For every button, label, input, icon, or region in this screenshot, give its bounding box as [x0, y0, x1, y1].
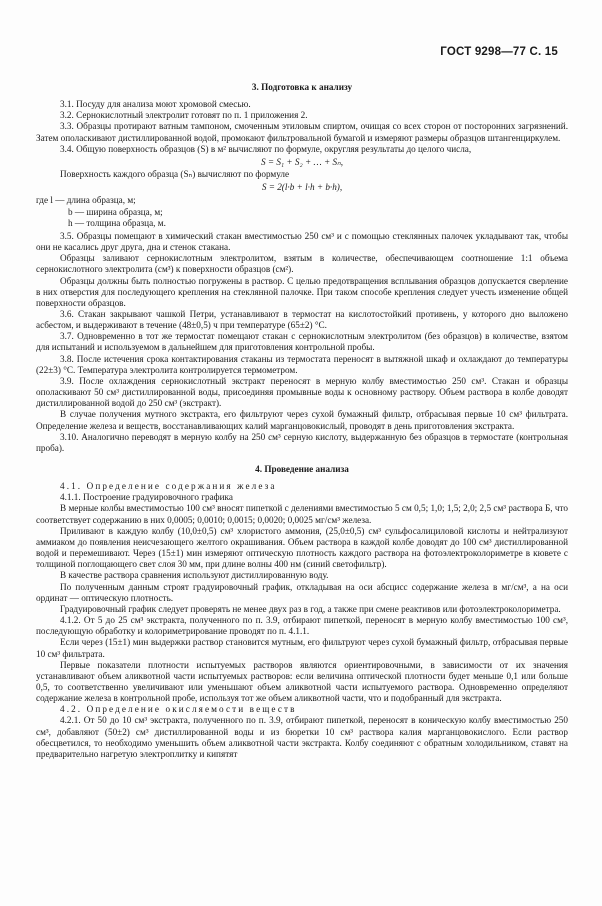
definition-length: где l — длина образца, м; [36, 195, 136, 206]
paragraph-3-5-electrolyte: Образцы заливают сернокислотным электролитом, взятым в количестве, обеспечивающем соотношение 1:1 объема сернокислотного электролита (см³) к поверхности образцов (см²). [36, 253, 568, 275]
formula-total-surface: S = S₁ + S₂ + … + Sₙ, [260, 156, 344, 167]
page-body [36, 82, 568, 760]
definition-width: b — ширина образца, м; [68, 206, 163, 217]
page-header: ГОСТ 9298—77 С. 15 [440, 46, 558, 58]
paragraph-4-1-1-check: Градуировочный график следует проверять не менее двух раз в год, а также при смене реактивов или фотоэлектроколориметра. [60, 603, 561, 614]
subsection-4-2-heading: 4.2. Определение окисляемости веществ [60, 704, 297, 715]
paragraph-3-3: 3.3. Образцы протирают ватным тампоном, смоченным этиловым спиртом, очищая со всех сторон от посторонних загрязнений. Затем ополаскивают дистиллированной водой, промокают фильтровальной бумагой и измеряют размеры образцов штангенциркулем. [36, 121, 568, 143]
formula-sample-surface: S = 2(l·b + l·h + b·h), [261, 182, 343, 193]
paragraph-3-2: 3.2. Сернокислотный электролит готовят по п. 1 приложения 2. [60, 110, 308, 121]
section-3-heading: 3. Подготовка к анализу [251, 82, 353, 92]
section-4-heading: 4. Проведение анализа [255, 464, 349, 474]
paragraph-3-10: 3.10. Аналогично переводят в мерную колбу на 250 см³ серную кислоту, выдержанную без образцов в термостате (контрольная проба). [36, 431, 568, 453]
paragraph-4-2-1: 4.2.1. От 50 до 10 см³ экстракта, полученного по п. 3.9, отбирают пипеткой, переносят в коническую колбу вместимостью 250 см³, добавляют (50±2) см³ дистиллированной воды и из бюретки 10 см³ раствора калия марганцовокислого. Если раствор обесцветился, то необходимо уменьшить объем аликвотной части экстракта. Колбу соединяют с обратным холодильником, ставят на предварительно нагретую электроплитку и кипятят [36, 715, 568, 759]
paragraph-4-1-1-reagents: Приливают в каждую колбу (10,0±0,5) см³ хлористого аммония, (25,0±0,5) см³ сульфосалициловой кислоты и нейтрализуют аммиаком до появления неисчезающего желтого окрашивания. Объем раствора в каждой колбе доводят до 100 см³ дистиллированной водой и перемешивают. Через (15±1) мин измеряют оптическую плотность каждого раствора на фотоэлектроколориметре в кювете с толщиной поглощающего свет слоя 30 мм, при длине волны 400 нм (синий светофильтр). [36, 525, 568, 570]
paragraph-3-9-filtration: В случае получения мутного экстракта, его фильтруют через сухой бумажный фильтр, отбрасывая первые 10 см³ фильтрата. Определение железа и веществ, восстанавливающих калий марганцовокислый, проводят в день приготовления экстракта. [36, 409, 568, 431]
paragraph-4-1-2: 4.1.2. От 5 до 25 см³ экстракта, полученного по п. 3.9, отбирают пипеткой, переносят в мерную колбу вместимостью 100 см³, последующую обработку и колориметрирование проводят по п. 4.1.1. [36, 615, 568, 637]
paragraph-3-6: 3.6. Стакан закрывают чашкой Петри, устанавливают в термостат на кислотостойкий противень, у которого дно выложено асбестом, и выдерживают в течение (48±0,5) ч при температуре (65±2) °С. [36, 308, 568, 331]
paragraph-3-8: 3.8. После истечения срока контактирования стаканы из термостата переносят в вытяжной шкаф и охлаждают до температуры (22±3) °С. Температура электролита контролируется термометром. [36, 353, 568, 375]
paragraph-4-1-1-reference: В качестве раствора сравнения используют дистиллированную воду. [60, 570, 329, 581]
paragraph-4-1-2-aliquot: Первые показатели плотности испытуемых растворов являются ориентировочными, в зависимости от их значения устанавливают объем аликвотной части испытуемых растворов: если величина оптической плотности будет меньше 0,1 или больше 0,5, то соответственно увеличивают или уменьшают объем аликвотной части испытуемого раствора. Одновременно определяют содержание железа в контрольной пробе, используя тот же объем аликвотной части, что и подобранный для экстракта. [36, 659, 568, 704]
paragraph-4-1-1-graph: По полученным данным строят градуировочный график, откладывая на оси абсцисс содержание железа в мг/см³, а на оси ординат — оптическую плотность. [36, 581, 568, 603]
paragraph-3-4: 3.4. Общую поверхность образцов (S) в м² вычисляют по формуле, округляя результаты до целого числа, [60, 143, 472, 154]
paragraph-3-5: 3.5. Образцы помещают в химический стакан вместимостью 250 см³ и с помощью стеклянных палочек укладывают так, чтобы они не касались друг друга, дна и стенок стакана. [36, 230, 568, 253]
paragraph-4-1-1-flasks: В мерные колбы вместимостью 100 см³ вносят пипеткой с делениями вместимостью 5 см 0,5; 1,0; 1,5; 2,0; 2,5 см³ раствора Б, что соответствует содержанию в них 0,0005; 0,0010; 0,0015; 0,0020; 0,0025 мг/см³ железа. [36, 503, 568, 525]
paragraph-3-7: 3.7. Одновременно в тот же термостат помещают стакан с сернокислотным электролитом (без образцов) в количестве, взятом для испытаний и используемом в дальнейшем для приготовления контрольной пробы. [36, 331, 568, 353]
subsection-4-1-heading: 4.1. Определение содержания железа [60, 481, 277, 492]
subsection-4-1-1-heading: 4.1.1. Построение градуировочного графика [60, 492, 233, 503]
paragraph-3-4-surface: Поверхность каждого образца (Sₙ) вычисляют по формуле [60, 169, 290, 180]
formula-definitions [36, 195, 568, 228]
definition-thickness: h — толщина образца, м. [68, 217, 166, 228]
paragraph-3-5-immersion: Образцы должны быть полностью погружены в раствор. С целью предотвращения всплывания образцов допускается сверление в них отверстия для последующего крепления на стеклянной палочке. При таком способе крепления следует учесть изменение общей поверхности образцов. [36, 275, 568, 308]
paragraph-4-1-2-turbid: Если через (15±1) мин выдержки раствор становится мутным, его фильтруют через сухой бумажный фильтр, отбрасывая первые 10 см³ фильтрата. [36, 637, 568, 659]
paragraph-3-9: 3.9. После охлаждения сернокислотный экстракт переносят в мерную колбу вместимостью 250 см³. Стакан и образцы ополаскивают 50 см³ дистиллированной воды, присоединяя промывные воды к основному раствору. Объем раствора в колбе доводят дистиллированной водой до 250 см³ (экстракт). [36, 375, 568, 409]
paragraph-3-1: 3.1. Посуду для анализа моют хромовой смесью. [60, 99, 251, 110]
